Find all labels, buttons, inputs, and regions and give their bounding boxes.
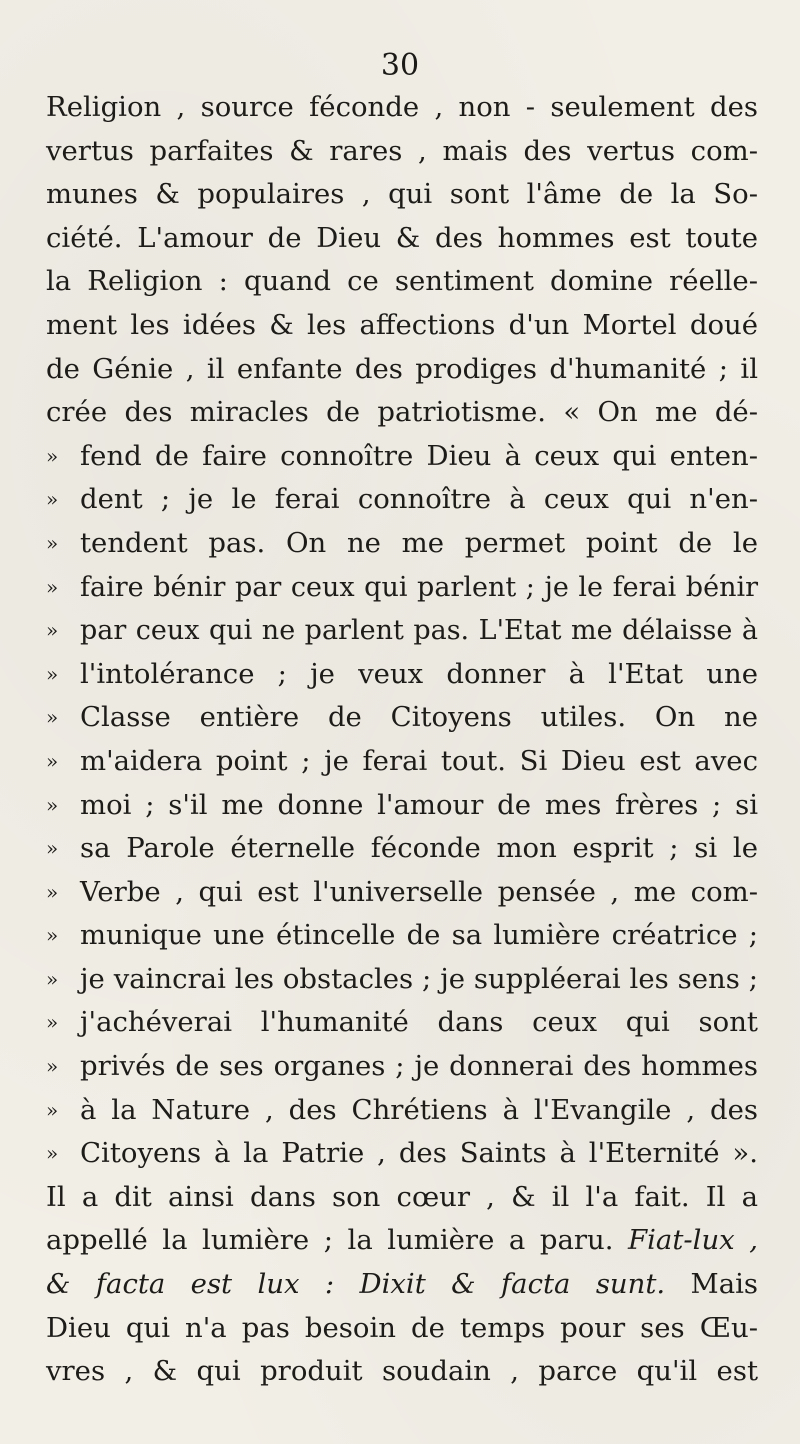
quote-marker: »: [46, 879, 58, 904]
line-text: m'aidera point ; je ferai tout. Si Dieu est avec: [80, 744, 758, 777]
quote-marker: »: [46, 792, 58, 817]
text-line: [46, 304, 758, 348]
line-text: appellé la lumière ; la lumière a paru. Fiat-lux ,: [46, 1224, 758, 1257]
line-text: Verbe , qui est l'universelle pensée , me com-: [80, 875, 758, 908]
text-line: [46, 958, 758, 1002]
quote-marker: »: [46, 530, 58, 555]
quote-marker: »: [46, 443, 58, 468]
line-text: moi ; s'il me donne l'amour de mes frères ; si: [80, 788, 758, 821]
text-line: [46, 260, 758, 304]
line-text: vertus parfaites & rares , mais des vertus com-: [46, 134, 758, 167]
text-line: [46, 173, 758, 217]
text-line: [46, 522, 758, 566]
line-text: Il a dit ainsi dans son cœur , & il l'a fait. Il a: [46, 1180, 758, 1213]
text-line: [46, 1263, 758, 1307]
text-line: [46, 1176, 758, 1220]
quote-marker: »: [46, 1141, 58, 1166]
text-line: [46, 566, 758, 610]
text-line: [46, 609, 758, 653]
line-text: privés de ses organes ; je donnerai des hommes: [80, 1050, 758, 1083]
quote-marker: »: [46, 705, 58, 730]
quote-marker: »: [46, 923, 58, 948]
line-text: sa Parole éternelle féconde mon esprit ; si le: [80, 832, 758, 865]
line-text: la Religion : quand ce sentiment domine réelle-: [46, 265, 758, 298]
line-text: je vaincrai les obstacles ; je suppléerai les sens ;: [80, 962, 758, 995]
quote-marker: »: [46, 1054, 58, 1079]
line-text: tendent pas. On ne me permet point de le: [80, 526, 758, 559]
quote-marker: »: [46, 836, 58, 861]
text-line: [46, 653, 758, 697]
line-text: à la Nature , des Chrétiens à l'Evangile , des: [80, 1093, 758, 1126]
line-text: fend de faire connoître Dieu à ceux qui enten-: [80, 439, 758, 472]
text-line: [46, 740, 758, 784]
text-line: [46, 86, 758, 130]
text-line: [46, 435, 758, 479]
text-line: [46, 1350, 758, 1394]
line-text: ciété. L'amour de Dieu & des hommes est toute: [46, 221, 758, 254]
line-text: crée des miracles de patriotisme. « On me dé-: [46, 396, 758, 429]
text-line: [46, 1045, 758, 1089]
latin-phrase: Fiat-lux ,: [628, 1224, 758, 1257]
quote-marker: »: [46, 574, 58, 599]
latin-phrase: & facta est lux : Dixit & facta sunt.: [46, 1268, 666, 1301]
line-text: faire bénir par ceux qui parlent ; je le ferai bénir: [80, 571, 758, 603]
text-line: [46, 914, 758, 958]
text-line: [46, 1001, 758, 1045]
line-text: l'intolérance ; je veux donner à l'Etat une: [80, 657, 758, 690]
text-line: [46, 1219, 758, 1263]
line-text: dent ; je le ferai connoître à ceux qui n'en-: [80, 483, 758, 516]
line-text: Citoyens à la Patrie , des Saints à l'Eternité ».: [80, 1137, 758, 1170]
text-line: [46, 217, 758, 261]
line-text: ment les idées & les affections d'un Mortel doué: [46, 308, 758, 341]
line-text: Dieu qui n'a pas besoin de temps pour ses Œu-: [46, 1311, 758, 1344]
text-line: [46, 784, 758, 828]
text-line: [46, 1307, 758, 1351]
page-number: 30: [380, 48, 420, 83]
text-line: [46, 348, 758, 392]
text-line: [46, 827, 758, 871]
text-line: [46, 1132, 758, 1176]
line-text: par ceux qui ne parlent pas. L'Etat me délaisse à: [80, 615, 758, 647]
text-line: [46, 130, 758, 174]
line-text: vres , & qui produit soudain , parce qu'il est: [46, 1355, 758, 1388]
line-text: de Génie , il enfante des prodiges d'humanité ; il: [46, 352, 758, 385]
quote-marker: »: [46, 748, 58, 773]
quote-marker: »: [46, 1097, 58, 1122]
text-line: [46, 391, 758, 435]
quote-marker: »: [46, 487, 58, 512]
text-line: [46, 478, 758, 522]
line-text: munique une étincelle de sa lumière créatrice ;: [80, 919, 758, 952]
body-text: [46, 86, 758, 1394]
quote-marker: »: [46, 966, 58, 991]
text-line: [46, 696, 758, 740]
line-text: & facta est lux : Dixit & facta sunt. Mais: [46, 1268, 759, 1301]
line-text: j'achéverai l'humanité dans ceux qui sont: [80, 1006, 758, 1039]
line-text: Classe entière de Citoyens utiles. On ne: [80, 701, 758, 734]
text-line: [46, 871, 758, 915]
line-text: Religion , source féconde , non - seulement des: [46, 91, 758, 123]
quote-marker: »: [46, 618, 58, 643]
quote-marker: »: [46, 1010, 58, 1035]
line-text: munes & populaires , qui sont l'âme de la So-: [46, 178, 758, 211]
quote-marker: »: [46, 661, 58, 686]
text-line: [46, 1089, 758, 1133]
